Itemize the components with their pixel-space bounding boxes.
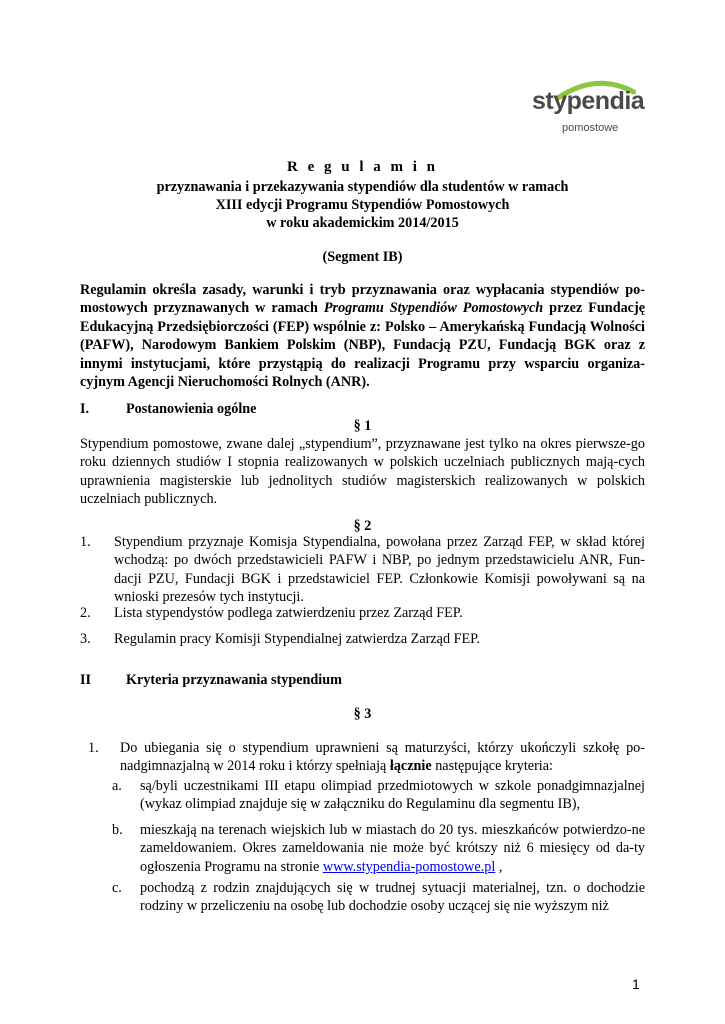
subtitle-line-1: przyznawania i przekazywania stypendiów dla studentów w ramach	[156, 179, 569, 195]
list-item-number: 2.	[80, 605, 91, 621]
list-item-text	[120, 739, 645, 776]
section-1-heading	[80, 400, 645, 418]
subtitle-line-3: w roku akademickim 2014/2015	[266, 215, 459, 231]
section-2-number: II	[80, 672, 92, 688]
sub-list-letter: b.	[112, 822, 123, 838]
document-title: R e g u l a m i n	[286, 159, 438, 175]
sub-list-item	[112, 821, 645, 876]
criteria-bold-word: łącznie	[389, 758, 432, 775]
list-item-number: 1.	[80, 534, 91, 550]
section-2-heading	[80, 671, 645, 689]
sub-list-text: są/byli uczestnikami III etapu olimpiad przedmiotowych w szkole ponadgimnazjalnej (wykaz olimpiad znajduje się w załączniku do Regulaminu dla segmentu IB),	[140, 778, 645, 813]
list-item	[80, 630, 645, 648]
paragraph-1-sign: § 1	[353, 418, 372, 434]
list-item-number: 3.	[80, 631, 91, 647]
intro-paragraph	[80, 281, 645, 391]
criteria-intro-end: następujące kryteria:	[431, 758, 553, 775]
list-item-number: 1.	[88, 740, 99, 756]
subtitle-line-2: XIII edycji Programu Stypendiów Pomostowych	[215, 197, 510, 213]
program-website-link[interactable]: www.stypendia-pomostowe.pl	[322, 858, 496, 875]
paragraph-1-text: Stypendium pomostowe, zwane dalej „stypendium”, przyznawane jest tylko na okres pierwsze-go roku dziennych studiów I stopnia realizowanych w polskich uczelniach publicznych mają-cych uprawnienia magisterskie lub jednolitych studiów magisterskich realizowanych w polskich uczelniach publicznych.	[80, 436, 645, 508]
intro-program-name: Programu Stypendiów Pomostowych	[323, 300, 544, 317]
paragraph-3-sign: § 3	[353, 706, 372, 722]
section-1-number: I.	[80, 401, 90, 417]
paragraph-2-sign: § 2	[353, 518, 372, 534]
list-item	[80, 604, 645, 622]
sub-list-text: pochodzą z rodzin znajdujących się w trudnej sytuacji materialnej, tzn. o dochodzie rodziny w przeliczeniu na osobę lub dochodzie osoby uczącej się nie wyższym niż	[140, 880, 645, 915]
segment-label: (Segment IB)	[322, 249, 403, 265]
sub-list-letter: a.	[112, 778, 122, 794]
page-number: 1	[632, 976, 640, 992]
criteria-b-end: ,	[495, 858, 503, 875]
sub-list-item	[112, 777, 645, 814]
sub-list-text	[140, 821, 645, 876]
logo-text: stypendia	[532, 87, 645, 115]
section-2-title: Kryteria przyznawania stypendium	[126, 672, 342, 688]
list-item-text: Regulamin pracy Komisji Stypendialnej zatwierdza Zarząd FEP.	[114, 631, 481, 647]
criteria-intro: Do ubiegania się o stypendium uprawnieni są maturzyści, którzy ukończyli szkołę po-nadgimnazjalną w 2014 roku i którzy spełniają	[120, 740, 645, 775]
sub-list-item	[112, 879, 645, 916]
intro-text-1: Regulamin określa zasady, warunki i tryb przyznawania oraz wypłacania stypendiów po-mostowych przyznawanych w ramach	[80, 282, 645, 317]
list-item-text: Stypendium przyznaje Komisja Stypendialna, powołana przez Zarząd FEP, w skład której wchodzą: po dwóch przedstawicieli PAFW i NBP, po jednym przedstawicielu ANR, Fun-dacji PZU, Fundacji BGK i przedstawiciel FEP. Członkowie Komisji powoływani są na wnioski prezesów tych instytucji.	[114, 534, 645, 606]
section-1-title: Postanowienia ogólne	[126, 401, 257, 417]
list-item-text: Lista stypendystów podlega zatwierdzeniu przez Zarząd FEP.	[114, 605, 463, 621]
intro-text-2: przez Fundację Edukacyjną Przedsiębiorczości (FEP) wspólnie z: Polsko – Amerykańską Fundacją Wolności (PAFW), Narodowym Bankiem Polskim (NBP), Fundacją PZU, Fundacją BGK oraz z innymi instytucjami, które przystąpią do realizacji Programu przy wsparciu organiza-cyjnym Agencji Nieruchomości Rolnych (ANR).	[80, 300, 646, 391]
criteria-b-text: mieszkają na terenach wiejskich lub w miastach do 20 tys. mieszkańców potwierdzo-ne zameldowaniem. Okres zameldowania nie może być krótszy niż 6 miesięcy od da-ty ogłoszenia Programu na stronie	[140, 822, 645, 875]
list-item	[88, 739, 645, 776]
sub-list-letter: c.	[112, 880, 122, 896]
logo-subtext: pomostowe	[562, 122, 619, 134]
logo	[532, 78, 652, 136]
list-item	[80, 533, 645, 607]
